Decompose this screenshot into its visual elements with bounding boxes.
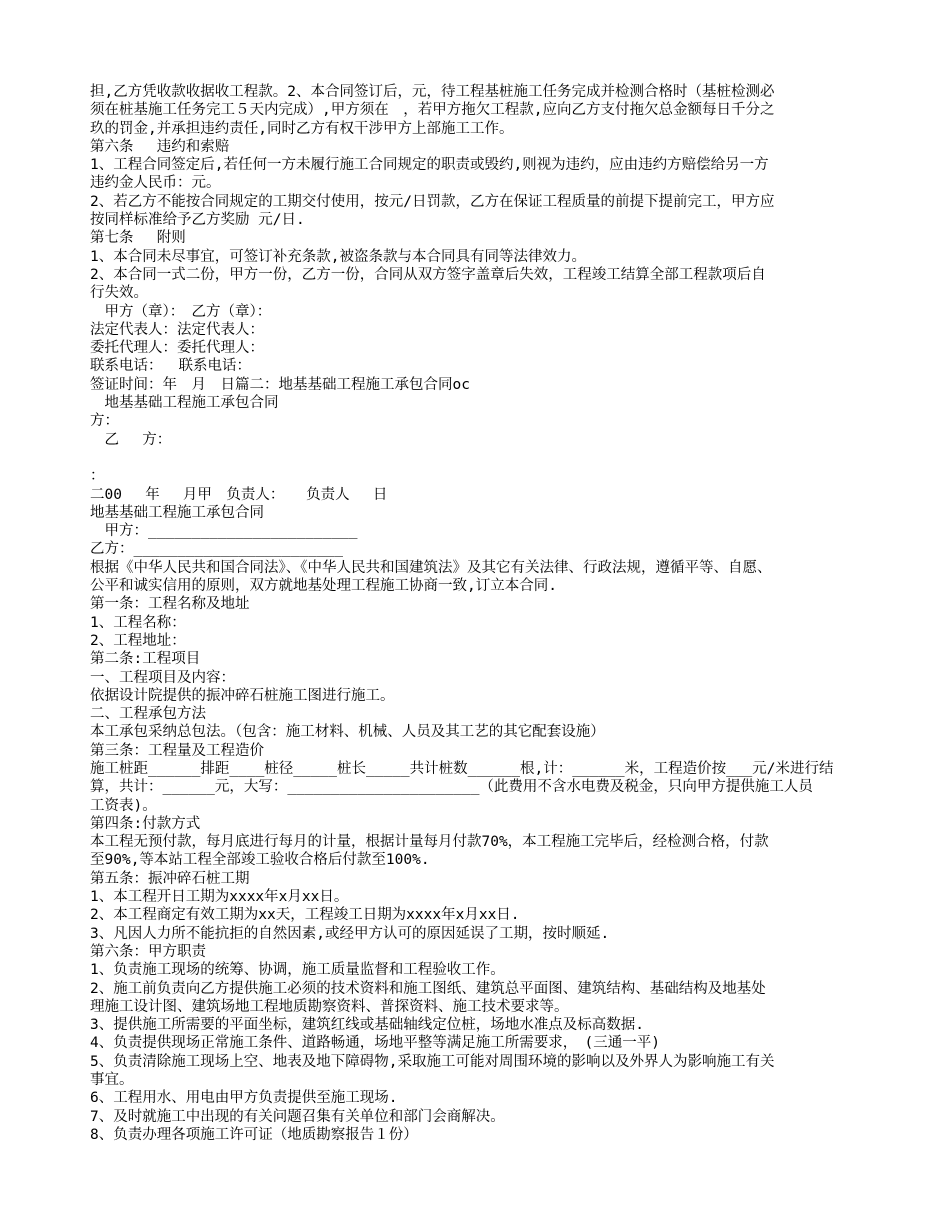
contract-title: 地基基础工程施工承包合同	[90, 395, 279, 412]
section-heading: 第七条 附则	[90, 230, 186, 247]
text-line: 2、本合同一式二份，甲方一份，乙方一份，合同从双方签字盖章后失效，工程竣工结算全部工程款项后自	[90, 266, 766, 283]
text-line: 理施工设计图、建筑场地工程地质勘察资料、普探资料、施工技术要求等。	[90, 998, 569, 1015]
text-line: 签证时间：年 月 日篇二：地基基础工程施工承包合同oc	[90, 376, 470, 393]
text-line: 2、本工程商定有效工期为xx天，工程竣工日期为xxxx年x月xx日.	[90, 907, 520, 924]
text-line: 违约金人民币：元。	[90, 175, 221, 192]
text-line: 2、施工前负责向乙方提供施工必须的技术资料和施工图纸、建筑总平面图、建筑结构、基础结构及地基处	[90, 980, 766, 997]
text-line: 担,乙方凭收款收据收工程款。2、本合同签订后，元，待工程基桩施工任务完成并检测合格时（基桩检测必	[90, 84, 775, 100]
text-line: 依据设计院提供的振冲碎石桩施工图进行施工。	[90, 687, 395, 704]
text-line: 8、负责办理各项施工许可证（地质勘察报告１份）	[90, 1126, 418, 1143]
text-line: 一、工程项目及内容：	[90, 669, 235, 686]
section-heading: 第二条:工程项目	[90, 651, 201, 668]
text-line: 至90%,等本站工程全部竣工验收合格后付款至100%.	[90, 852, 430, 869]
party-b-line: 乙方：________________________	[90, 541, 344, 558]
party-a-line: 甲方：________________________	[90, 523, 358, 540]
text-line: 6、工程用水、用电由甲方负责提供至施工现场.	[90, 1090, 398, 1107]
text-line: 7、及时就施工中出现的有关问题召集有关单位和部门会商解决。	[90, 1108, 505, 1125]
text-line: 1、本合同未尽事宜，可签订补充条款,被盗条款与本合同具有同等法律效力。	[90, 248, 586, 265]
text-line: 1、工程合同签定后,若任何一方未履行施工合同规定的职责或毁约,则视为违约，应由违约方赔偿给另一方	[90, 157, 769, 174]
section-heading: 第六条：甲方职责	[90, 943, 206, 960]
text-line: 行失效。	[90, 285, 148, 302]
text-line: 二、工程承包方法	[90, 706, 206, 723]
party-line: 乙 方：	[90, 431, 172, 448]
text-line: 1、工程名称：	[90, 614, 186, 631]
section-heading: 第五条：振冲碎石桩工期	[90, 870, 250, 887]
signature-line: 联系电话： 联系电话：	[90, 358, 251, 375]
text-line: 5、负责清除施工现场上空、地表及地下障碍物,采取施工可能对周围环境的影响以及外界人为影响施工有关	[90, 1053, 775, 1070]
text-line: 1、负责施工现场的统筹、协调，施工质量监督和工程验收工作。	[90, 962, 505, 979]
contract-title: 地基基础工程施工承包合同	[90, 504, 264, 521]
text-line: 3、提供施工所需要的平面坐标，建筑红线或基础轴线定位桩，场地水准点及标高数据.	[90, 1017, 644, 1034]
section-heading: 第三条：工程量及工程造价	[90, 742, 264, 759]
section-heading: 第一条：工程名称及地址	[90, 596, 250, 613]
section-heading: 第四条:付款方式	[90, 815, 201, 832]
text-line: 1、本工程开日工期为xxxx年x月xx日。	[90, 889, 349, 906]
spacer	[90, 449, 880, 467]
text-line: 玖的罚金,并承担违约责任,同时乙方有权干涉甲方上部施工工作。	[90, 120, 514, 137]
text-line: 施工桩距______排距____桩径_____桩长_____共计桩数______根,计：______米，工程造价按___元/米进行结	[90, 760, 834, 777]
text-line: 算，共计：______元，大写：______________________（此费用不含水电费及税金，只向甲方提供施工人员	[90, 779, 813, 796]
signature-line: 委托代理人：委托代理人：	[90, 340, 264, 357]
text-line: 公平和诚实信用的原则，双方就地基处理工程施工协商一致,订立本合同.	[90, 578, 557, 595]
section-heading: 第六条 违约和索赔	[90, 138, 230, 155]
text-line: ：	[90, 468, 105, 485]
text-line: 须在桩基施工任务完工５天内完成）,甲方须在 ，若甲方拖欠工程款,应向乙方支付拖欠总金额每日千分之	[90, 102, 775, 119]
text-line: 事宜。	[90, 1072, 134, 1089]
text-line: 2、工程地址：	[90, 632, 186, 649]
signature-line: 法定代表人：法定代表人：	[90, 321, 264, 338]
text-line: 工资表)。	[90, 797, 157, 814]
text-line: 本工承包采纳总包法。（包含：施工材料、机械、人员及其工艺的其它配套设施）	[90, 724, 605, 741]
text-line: 根据《中华人民共和国合同法》、《中华人民共和国建筑法》及其它有关法律、行政法规，遵循平等、自愿、	[90, 559, 772, 576]
text-line: 3、凡因人力所不能抗拒的自然因素,或经甲方认可的原因延误了工期，按时顺延.	[90, 925, 610, 942]
text-line: 二00 年 月甲 负责人： 负责人 日	[90, 486, 388, 503]
text-line: 4、负责提供现场正常施工条件、道路畅通，场地平整等满足施工所需要求， (三通一平)	[90, 1035, 660, 1052]
signature-line: 甲方（章）： 乙方（章）：	[90, 303, 272, 320]
text-line: 本工程无预付款，每月底进行每月的计量，根据计量每月付款70%，本工程施工完毕后，经检测合格，付款	[90, 834, 769, 851]
party-line: 方：	[90, 413, 119, 430]
text-line: 2、若乙方不能按合同规定的工期交付使用，按元/日罚款，乙方在保证工程质量的前提下提前完工，甲方应	[90, 193, 775, 210]
text-line: 按同样标准给予乙方奖励 元/日.	[90, 212, 305, 229]
